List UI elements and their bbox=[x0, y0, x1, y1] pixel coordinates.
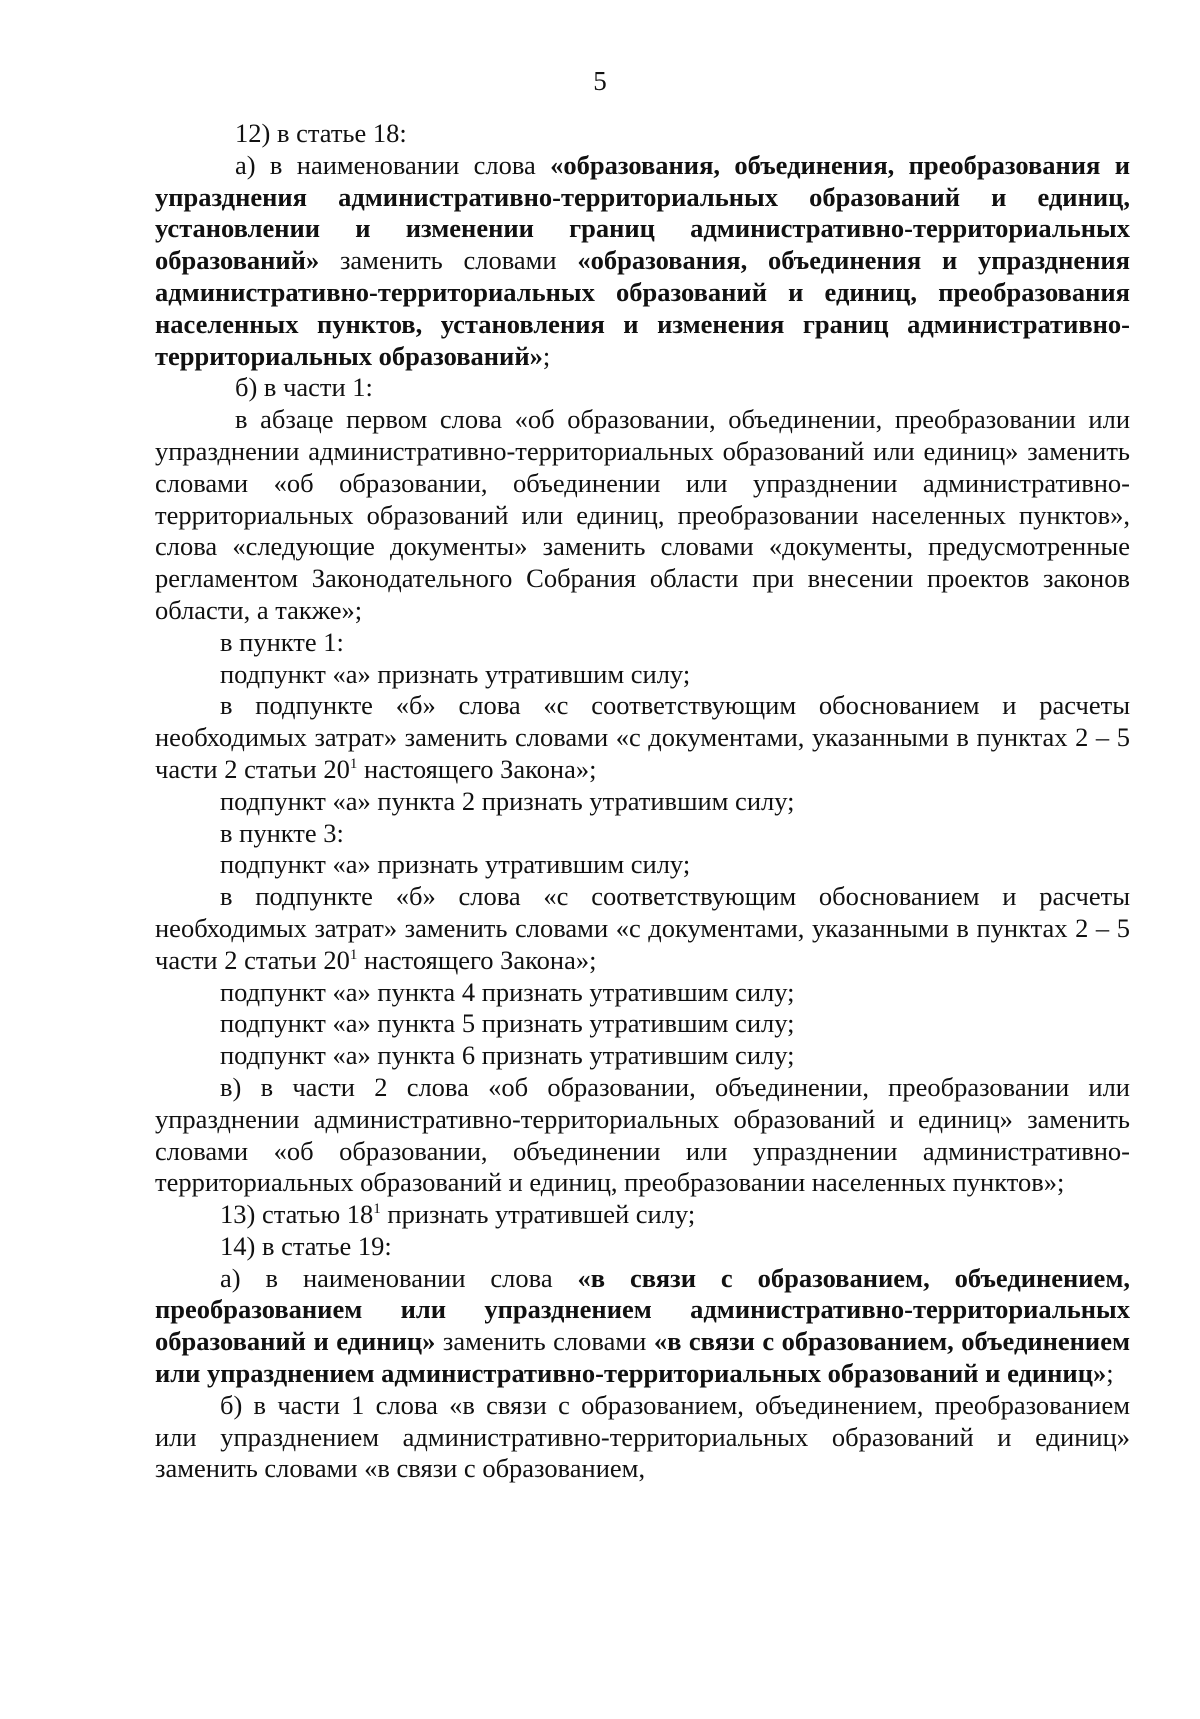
bold-quote: «образования, объединения и упразднения административно-территориальных образований и единиц, преобразования населенных пунктов, установления и изменения границ административно-территориальных образований» bbox=[155, 245, 1130, 371]
bold-quote: «в связи с образованием, объединением, преобразованием или упразднением административно-территориальных образований и единиц» bbox=[155, 1262, 1130, 1357]
paragraph: 12) в статье 18: bbox=[235, 118, 407, 148]
paragraph: а) в наименовании слова «в связи с образованием, объединением, преобразованием или упразднением административно-территориальных образований и единиц» заменить словами «в связи с образованием, объединением или упразднением административно-территориальных образований и единиц»; bbox=[155, 1262, 1131, 1389]
paragraph: подпункт «а» пункта 5 признать утратившим силу; bbox=[220, 1008, 795, 1039]
paragraph: в подпункте «б» слова «с соответствующим обоснованием и расчеты необходимых затрат» заменить словами «с документами, указанными в пунктах 2 – 5 части 2 статьи $20^1$ настоящего Закона»; bbox=[155, 690, 1130, 784]
paragraph: б) в части 1: bbox=[235, 372, 373, 403]
paragraph: в пункте 3: bbox=[220, 817, 344, 848]
paragraph: в абзаце первом слова «об образовании, объединении, преобразовании или упразднении административно-территориальных образований или единиц» заменить словами «об образовании, объединении или упразднении административно-территориальных образований или единиц, преобразовании населенных пунктов», слова «следующие документы» заменить словами «документы, предусмотренные регламентом Законодательного Собрания области при внесении проектов законов области, а также»; bbox=[155, 404, 1130, 625]
paragraph: в) в части 2 слова «об образовании, объединении, преобразовании или упразднении административно-территориальных образований и единиц» заменить словами «об образовании, объединении или упразднении административно-территориальных образований и единиц, преобразовании населенных пунктов»; bbox=[155, 1071, 1130, 1198]
paragraph: подпункт «а» признать утратившим силу; bbox=[220, 658, 691, 689]
paragraph: подпункт «а» пункта 4 признать утратившим силу; bbox=[220, 976, 795, 1007]
paragraph: 13) статью $18^1$ признать утратившей силу; bbox=[220, 1199, 696, 1230]
paragraph: в подпункте «б» слова «с соответствующим обоснованием и расчеты необходимых затрат» заменить словами «с документами, указанными в пунктах 2 – 5 части 2 статьи $20^1$ настоящего Закона»; bbox=[155, 881, 1130, 975]
bold-quote: «образования, объединения, преобразования и упразднения административно-территориальных образований и единиц, установлении и изменении границ административно-территориальных образований» bbox=[155, 149, 1130, 276]
paragraph: в пункте 1: bbox=[220, 626, 344, 657]
paragraph: подпункт «а» пункта 2 признать утратившим силу; bbox=[220, 785, 795, 816]
paragraph: 14) в статье 19: bbox=[220, 1230, 392, 1261]
paragraph: а) в наименовании слова «образования, объединения, преобразования и упразднения административно-территориальных образований и единиц, установлении и изменении границ административно-территориальных образований» заменить словами «образования, объединения и упразднения административно-территориальных образований и единиц, преобразования населенных пунктов, установления и изменения границ административно-территориальных образований»; bbox=[155, 149, 1130, 371]
document-body bbox=[155, 118, 1130, 1485]
paragraph: подпункт «а» признать утратившим силу; bbox=[220, 849, 691, 880]
bold-quote: «в связи с образованием, объединением или упразднением административно-территориальных образований и единиц» bbox=[155, 1326, 1131, 1389]
paragraph: подпункт «а» пункта 6 признать утратившим силу; bbox=[220, 1040, 795, 1071]
page-number: 5 bbox=[593, 66, 607, 96]
paragraph: б) в части 1 слова «в связи с образованием, объединением, преобразованием или упразднением административно-территориальных образований и единиц» заменить словами «в связи с образованием, bbox=[155, 1389, 1130, 1484]
